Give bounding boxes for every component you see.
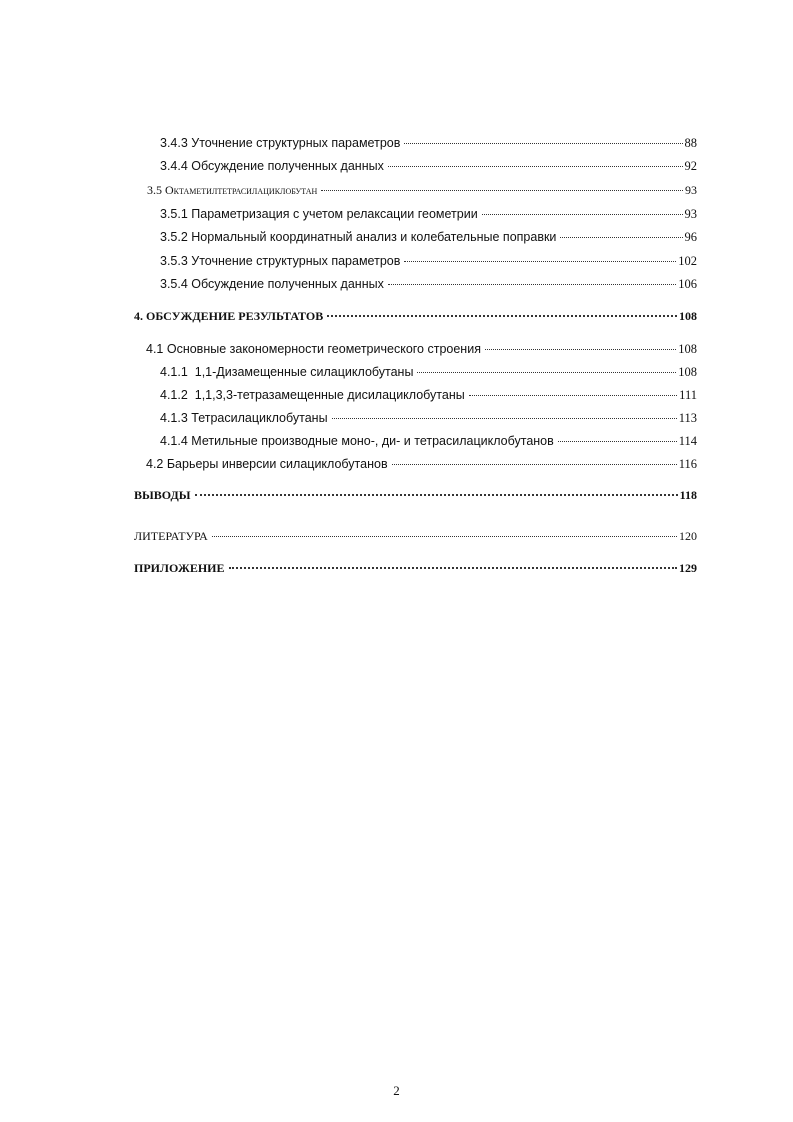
toc-entry-4-1[interactable]: 4.1 Основные закономерности геометрического строения 108 <box>146 342 697 356</box>
toc-entry-3-5-3[interactable]: 3.5.3 Уточнение структурных параметров 102 <box>160 254 697 268</box>
toc-entry-3-5-4[interactable]: 3.5.4 Обсуждение полученных данных 106 <box>160 277 697 291</box>
toc-entry-3-4-4[interactable]: 3.4.4 Обсуждение полученных данных 92 <box>160 159 697 173</box>
toc-entry-4-1-3[interactable]: 4.1.3 Тетрасилациклобутаны 113 <box>160 411 697 425</box>
toc-entry-3-5[interactable]: 3.5 Октаметилтетрасилациклобутан 93 <box>147 183 697 197</box>
dot-leader <box>469 394 677 396</box>
page-number: 2 <box>393 1083 400 1098</box>
dot-leader <box>332 417 677 419</box>
dot-leader <box>388 165 683 167</box>
dot-leader <box>195 493 678 496</box>
dot-leader <box>212 535 677 537</box>
toc-entry-4-1-1[interactable]: 4.1.1 1,1-Дизамещенные силациклобутаны 108 <box>160 365 697 379</box>
toc-entry-4-1-4[interactable]: 4.1.4 Метильные производные моно-, ди- и тетрасилациклобутанов 114 <box>160 434 697 448</box>
dot-leader <box>404 260 676 262</box>
dot-leader <box>485 348 676 350</box>
dot-leader <box>558 440 677 442</box>
toc-entry-3-5-1[interactable]: 3.5.1 Параметризация с учетом релаксации геометрии 93 <box>160 207 697 221</box>
toc-entry-conclusions[interactable]: ВЫВОДЫ 118 <box>134 488 697 502</box>
dot-leader <box>404 142 682 144</box>
toc-entry-literature[interactable]: ЛИТЕРАТУРА 120 <box>134 529 697 543</box>
toc-entry-appendix[interactable]: ПРИЛОЖЕНИЕ 129 <box>134 561 697 575</box>
dot-leader <box>229 566 677 569</box>
dot-leader <box>482 213 683 215</box>
dot-leader <box>560 236 682 238</box>
toc-entry-3-4-3[interactable]: 3.4.3 Уточнение структурных параметров 88 <box>160 136 697 150</box>
dot-leader <box>392 463 677 465</box>
dot-leader <box>321 189 683 191</box>
toc-entry-3-5-2[interactable]: 3.5.2 Нормальный координатный анализ и колебательные поправки 96 <box>160 230 697 244</box>
dot-leader <box>417 371 676 373</box>
dot-leader <box>327 314 677 317</box>
toc-entry-chapter-4[interactable]: 4. ОБСУЖДЕНИЕ РЕЗУЛЬТАТОВ 108 <box>134 309 697 323</box>
toc-entry-4-2[interactable]: 4.2 Барьеры инверсии силациклобутанов 116 <box>146 457 697 471</box>
toc-entry-4-1-2[interactable]: 4.1.2 1,1,3,3-тетразамещенные дисилациклобутаны 111 <box>160 388 697 402</box>
dot-leader <box>388 283 676 285</box>
